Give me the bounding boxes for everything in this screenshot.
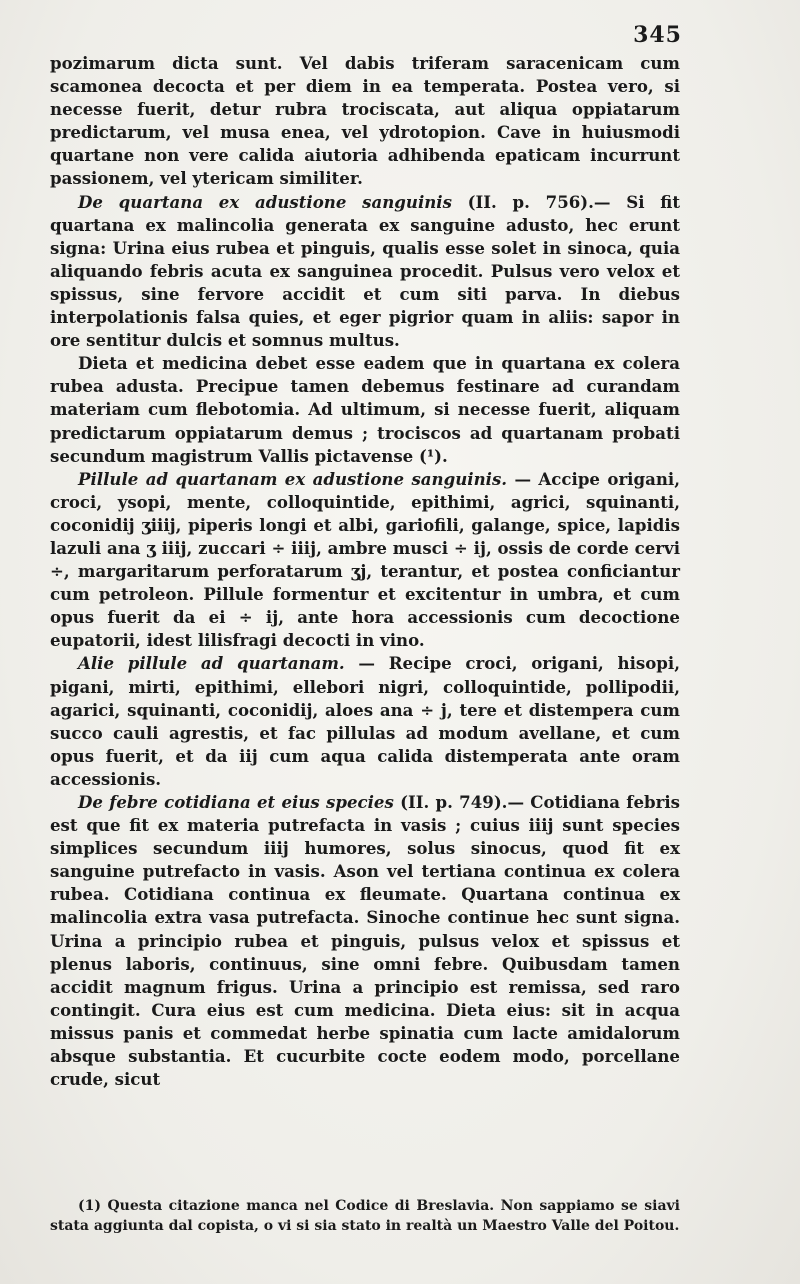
section-heading: De quartana ex adustione sanguinis — [78, 191, 452, 212]
paragraph-text: (II. p. 756).— Si fit quartana ex malincolia generata ex sanguine adusto, hec erunt signa: Urina eius rubea et pinguis, qualis esse solet in sinoca, quia aliquando febris acuta ex sanguinea procedit. Pulsus vero velox et spissus, sine fervore accidit et cum siti parva. In diebus interpolationis falsa quies, et eger pigrior quam in aliis: sapor in ore sentitur dulcis et somnus multus. — [50, 191, 680, 351]
body-text — [50, 52, 680, 1091]
page-number: 345 — [633, 22, 682, 48]
paragraph-text: (II. p. 749).— Cotidiana febris est que fit ex materia putrefacta in vasis ; cuius iiij sunt species simplices secundum iiij humores, solus sinocus, quod fit ex sanguine putrefacto in vasis. Ason vel tertiana continua ex colera rubea. Cotidiana continua ex fleumate. Quartana continua ex malincolia extra vasa putrefacta. Sinoche continue hec sunt signa. Urina a principio rubea et pinguis, pulsus velox et spissus et plenus laboris, continuus, sine omni febre. Quibusdam tamen accidit magnum frigus. Urina a principio est remissa, sed raro contingit. Cura eius est cum medicina. Dieta eius: sit in acqua missus panis et commedat herbe spinatia cum lacte amidalorum absque substantia. Et cucurbite cocte eodem modo, porcellane crude, sicut — [50, 792, 680, 1090]
section-heading: De febre cotidiana et eius species — [78, 792, 394, 812]
section-heading: Pillule ad quartanam ex adustione sanguinis. — [78, 468, 508, 489]
paragraph-5 — [50, 652, 680, 791]
paragraph-text: pozimarum dicta sunt. Vel dabis triferam saracenicam cum scamonea decocta et per diem in ea temperata. Postea vero, si necesse fuerit, detur rubra trociscata, aut aliqua oppiatarum predictarum, vel musa enea, vel ydrotopion. Cave in huiusmodi quartane non vere calida aiutoria adhibenda epaticam incurrunt passionem, vel ytericam similiter. — [50, 53, 680, 189]
section-heading: Alie pillule ad quartanam. — [78, 653, 345, 674]
paragraph-1 — [50, 52, 680, 191]
paragraph-3 — [50, 352, 680, 467]
paragraph-text: Dieta et medicina debet esse eadem que in quartana ex colera rubea adusta. Precipue tamen debemus festinare ad curandam materiam cum flebotomia. Ad ultimum, si necesse fuerit, aliquam predictarum oppiatarum demus ; trociscos ad quartanam probati secundum magistrum Vallis pictavense (¹). — [50, 353, 680, 466]
paragraph-text: — Accipe origani, croci, ysopi, mente, colloquintide, epithimi, agrici, squinanti, coconidij ʒiiij, piperis longi et albi, gariofili, galange, spice, lapidis lazuli ana ʒ iiij, zuccari ÷ iiij, ambre musci ÷ ij, ossis de corde cervi ÷, margaritarum perforatarum ʒj, terantur, et postea conficiantur cum petroleon. Pillule formentur et excitentur in umbra, et cum opus fuerit da ei ÷ ij, ante hora accessionis cum decoctione eupatorii, idest lilisfragi decocti in vino. — [50, 468, 680, 651]
paragraph-2 — [50, 191, 680, 353]
paragraph-text: — Recipe croci, origani, hisopi, pigani, mirti, epithimi, ellebori nigri, colloquintide, pollipodii, agarici, squinanti, coconidij, aloes ana ÷ j, tere et distempera cum succo cauli agrestis, et fac pillulas ad modum avellane, et cum opus fuerit, et da iij cum aqua calida distemperata ante oram accessionis. — [50, 653, 680, 789]
paragraph-4 — [50, 468, 680, 653]
footnote: (1) Questa citazione manca nel Codice di Breslavia. Non sappiamo se siavi stata aggiunta dal copista, o vi si sia stato in realtà un Maestro Valle del Poitou. — [50, 1198, 680, 1234]
paragraph-6 — [50, 791, 680, 1091]
